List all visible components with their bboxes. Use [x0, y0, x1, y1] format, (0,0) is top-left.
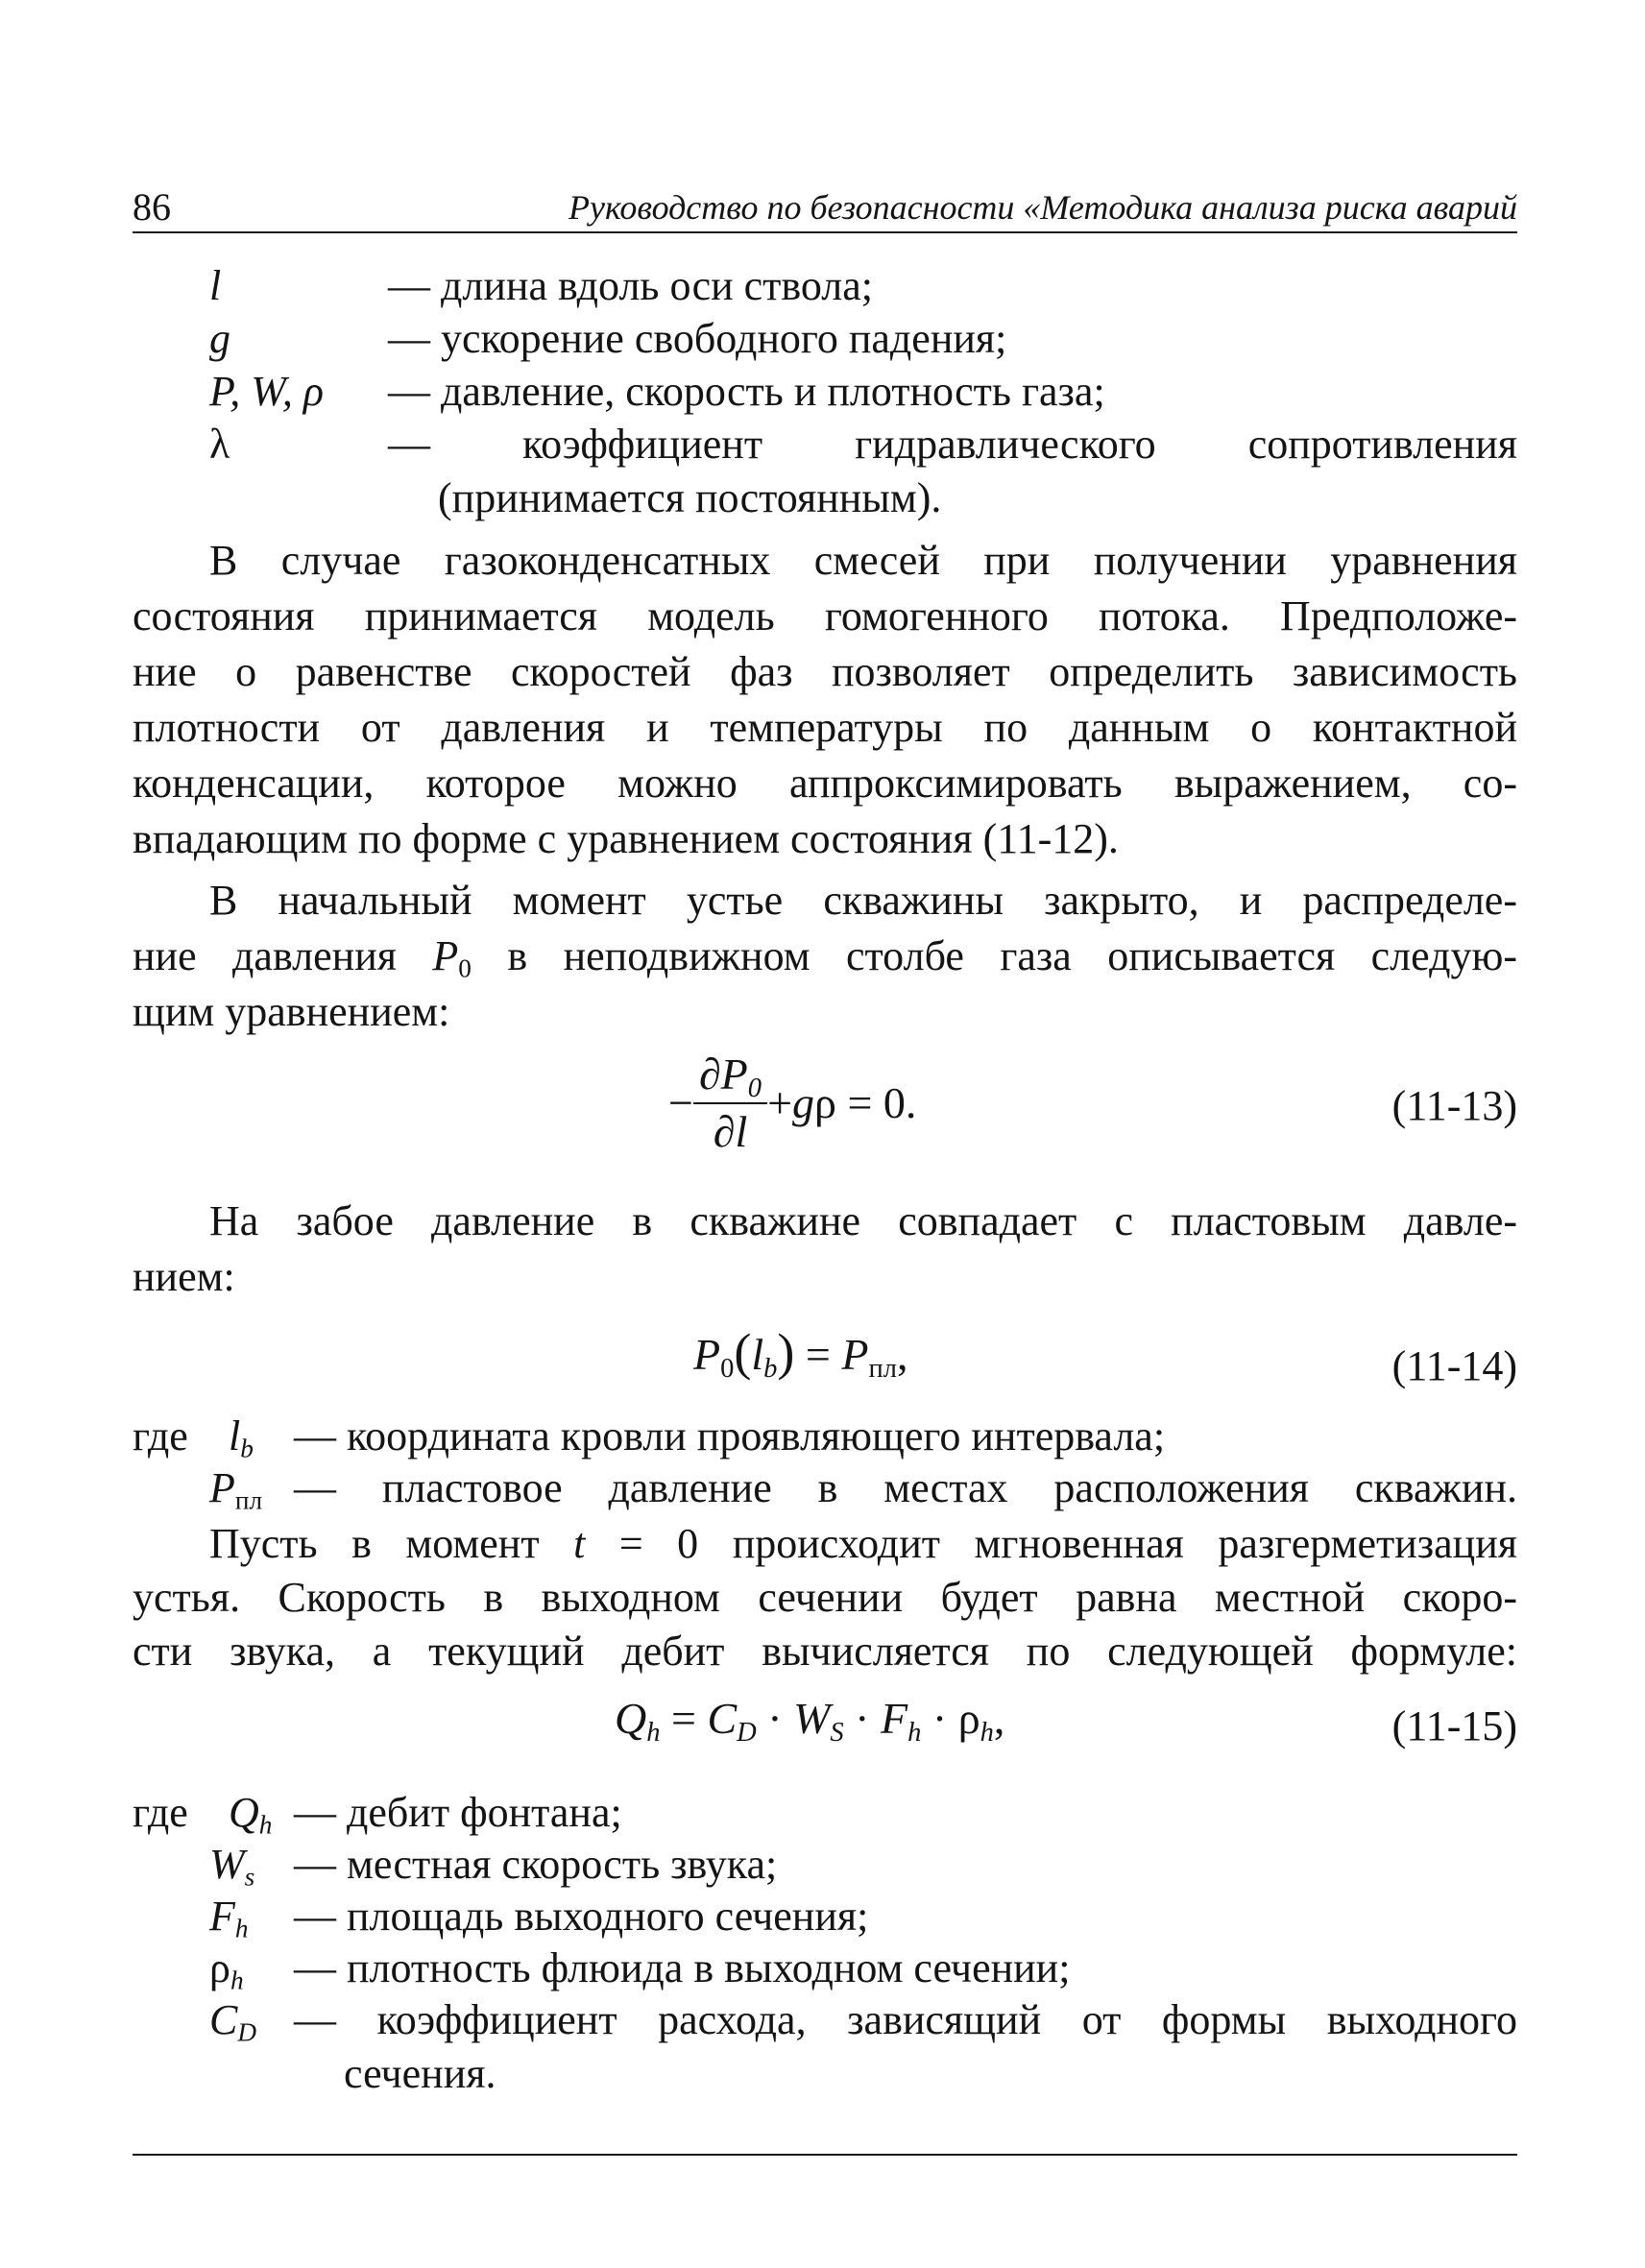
math-subscript: S — [830, 1717, 844, 1748]
math-symbol: l — [751, 1330, 764, 1379]
math-operator: · — [843, 1694, 881, 1743]
math-subscript: h — [234, 1914, 249, 1943]
equation-number: (11-14) — [1391, 1342, 1517, 1389]
math-subscript: b — [763, 1353, 778, 1384]
math-symbol: W — [793, 1694, 831, 1743]
math-subscript: b — [240, 1434, 254, 1463]
math-symbol: g — [792, 1078, 815, 1127]
legend-symbol — [229, 1410, 254, 1463]
math-paren: ( — [734, 1323, 752, 1381]
fraction — [693, 1047, 767, 1160]
text-fragment: в неподвижном столбе газа описывается следую- — [471, 932, 1517, 979]
text-line: сти звука, а текущий дебит вычисляется по следующей формуле: — [133, 1628, 1517, 1675]
math-symbol: ρ — [957, 1694, 980, 1743]
math-subscript: h — [980, 1717, 994, 1748]
legend-symbol — [209, 1993, 256, 2047]
bottom-rule — [133, 2154, 1517, 2156]
math-symbol: F — [880, 1694, 908, 1743]
text-line: ние о равенстве скоростей фаз позволяет определить зависимость — [133, 648, 1517, 695]
math-symbol: P — [209, 1464, 235, 1511]
fraction-denominator: ∂l — [713, 1107, 748, 1156]
math-symbol: C — [707, 1694, 738, 1743]
equation-11-15 — [615, 1692, 1004, 1746]
math-symbol: ρ — [209, 1944, 230, 1991]
legend-text: — дебит фонтана; — [294, 1789, 622, 1836]
math-symbol: W — [209, 1841, 245, 1888]
legend-symbol — [209, 1942, 244, 1995]
text-line — [133, 929, 1517, 983]
math-symbol: t — [573, 1520, 586, 1567]
math-operator: · — [756, 1694, 794, 1743]
text-line: конденсации, которое можно аппроксимировать выражением, со- — [133, 760, 1517, 807]
legend-text: — плотность флюида в выходном сечении; — [294, 1944, 1071, 1991]
equation-11-14 — [693, 1325, 907, 1382]
legend-text-continuation: сечения. — [344, 2050, 496, 2097]
math-expression: ρ = 0. — [814, 1078, 917, 1127]
math-operator: + — [767, 1078, 793, 1127]
math-subscript: h — [230, 1966, 244, 1995]
text-fragment: = 0 происходит мгновенная разгерметизация — [585, 1520, 1517, 1567]
legend-text: — длина вдоль оси ствола; — [388, 262, 874, 309]
legend-symbol: λ — [209, 421, 230, 468]
math-symbol: l — [229, 1412, 241, 1460]
legend-symbol: g — [209, 315, 230, 362]
text-fragment: ние давления — [133, 932, 433, 979]
math-subscript: пл — [868, 1353, 897, 1384]
equation-number: (11-15) — [1391, 1702, 1517, 1749]
running-title: Руководство по безопасности «Методика анализа риска аварий — [568, 188, 1517, 227]
text-line: нием: — [133, 1253, 235, 1300]
legend-text: — площадь выходного сечения; — [294, 1893, 869, 1940]
equation-11-13 — [668, 1047, 916, 1160]
legend-text: — местная скорость звука; — [294, 1841, 778, 1888]
math-paren: ) — [777, 1323, 795, 1381]
math-subscript: 0 — [747, 1073, 762, 1103]
math-subscript: 0 — [720, 1353, 735, 1384]
math-operator: = — [660, 1694, 708, 1743]
text-line: устья. Скорость в выходном сечении будет равна местной скоро- — [133, 1574, 1517, 1621]
legend-text-continuation: (принимается постоянным). — [438, 474, 942, 521]
text-line — [209, 1517, 1517, 1571]
math-symbol: P — [841, 1330, 869, 1379]
math-symbol: ∂P — [698, 1050, 748, 1098]
legend-symbol — [229, 1786, 272, 1840]
math-symbol: F — [209, 1893, 235, 1940]
math-punctuation: , — [896, 1330, 908, 1379]
math-subscript: пл — [234, 1485, 263, 1515]
legend-symbol — [209, 1838, 254, 1892]
legend-symbol: l — [209, 262, 222, 309]
math-subscript: h — [907, 1717, 922, 1748]
math-symbol: P — [432, 932, 459, 979]
text-fragment: Пусть в момент — [209, 1520, 574, 1567]
legend-symbol — [209, 1890, 249, 1943]
legend-symbol — [209, 1461, 262, 1515]
math-subscript: D — [737, 1717, 757, 1748]
where-label: где — [133, 1789, 188, 1836]
page-header — [133, 182, 1517, 232]
text-line: состояния принимается модель гомогенного потока. Предположе- — [133, 592, 1517, 639]
math-symbol: P — [693, 1330, 721, 1379]
legend-text: — коэффициент гидравлического сопротивления — [388, 421, 1517, 468]
fraction-numerator — [693, 1047, 767, 1104]
math-subscript: s — [244, 1862, 255, 1892]
header-rule — [133, 231, 1517, 233]
math-symbol: C — [209, 1996, 238, 2043]
legend-text: — ускорение свободного падения; — [388, 315, 1007, 362]
math-operator: · — [921, 1694, 958, 1743]
text-line: В случае газоконденсатных смесей при получении уравнения — [209, 537, 1517, 584]
text-line: впадающим по форме с уравнением состояния (11-12). — [133, 815, 1119, 862]
math-symbol: Q — [615, 1694, 647, 1743]
legend-symbol: P, W, ρ — [209, 368, 324, 415]
text-line: В начальный момент устье скважины закрыто, и распределе- — [209, 877, 1517, 924]
math-symbol: Q — [229, 1789, 259, 1836]
text-line: плотности от давления и температуры по данным о контактной — [133, 704, 1517, 751]
page-number: 86 — [133, 185, 171, 229]
math-operator: = — [794, 1330, 842, 1379]
math-subscript: h — [646, 1717, 661, 1748]
legend-text: — пластовое давление в местах расположения скважин. — [294, 1464, 1517, 1511]
legend-text: — коэффициент расхода, зависящий от формы выходного — [294, 1996, 1517, 2043]
math-subscript: D — [237, 2017, 257, 2047]
math-subscript: h — [258, 1810, 273, 1840]
legend-text: — давление, скорость и плотность газа; — [388, 368, 1105, 415]
legend-text: — координата кровли проявляющего интервала; — [294, 1412, 1166, 1460]
equation-number: (11-13) — [1391, 1082, 1517, 1129]
math-punctuation: , — [993, 1694, 1005, 1743]
text-line: щим уравнением: — [133, 988, 450, 1035]
math-operator: − — [668, 1078, 693, 1127]
text-line: На забое давление в скважине совпадает с пластовым давле- — [209, 1197, 1517, 1244]
where-label: где — [133, 1412, 188, 1460]
math-subscript: 0 — [458, 953, 472, 983]
